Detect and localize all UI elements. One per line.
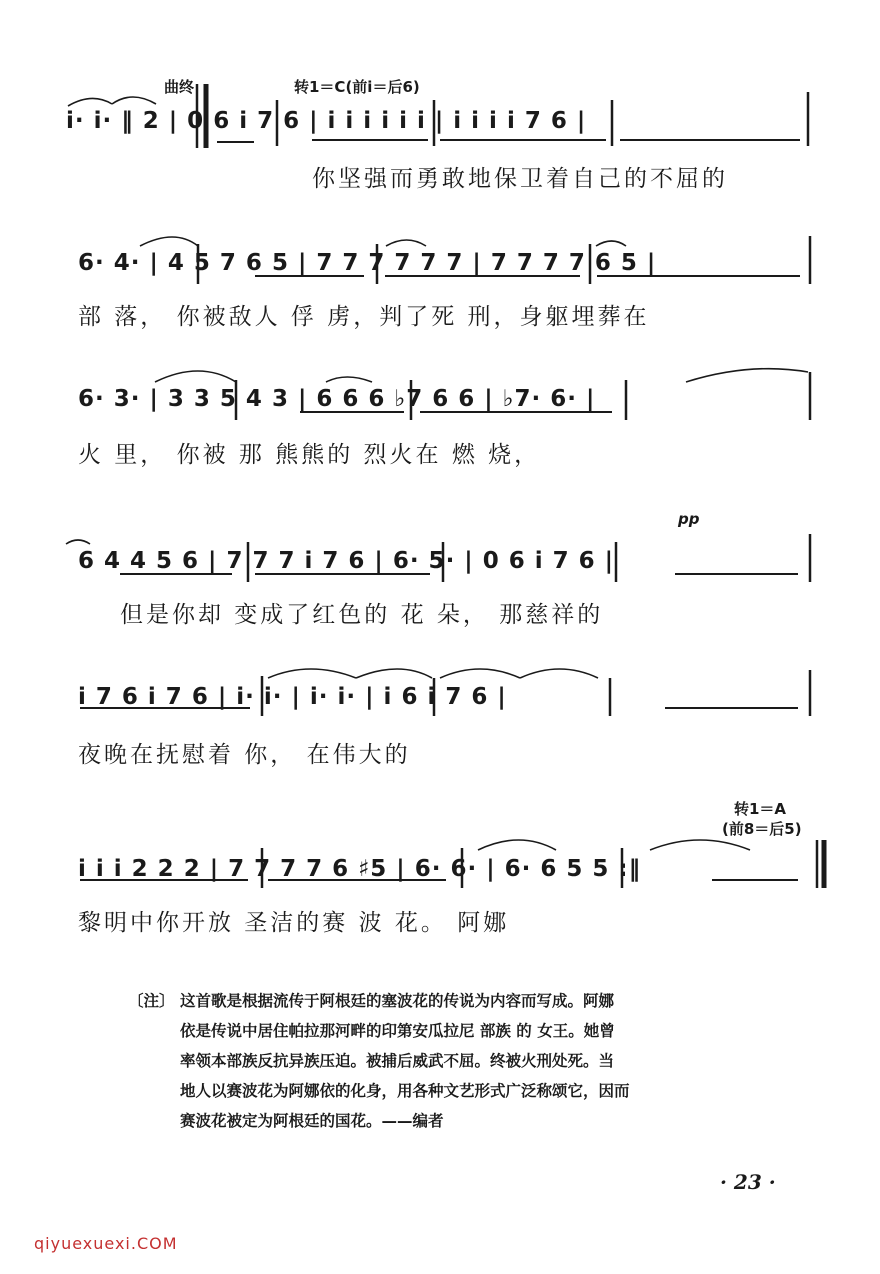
notation-row-6: i i i 2 2 2 | 7 7 7 7 6 ♯5 | 6· 6· | 6· 6 5 5 :‖ [78, 856, 642, 882]
lyrics-row-5: 夜晚在抚慰着 你， 在伟大的 [78, 742, 411, 768]
dynamic-mark: pp [678, 510, 700, 528]
coda-mark: 曲终 [164, 78, 195, 96]
note-line-4: 地人以赛波花为阿娜依的化身，用各种文艺形式广泛称颂它，因而 [180, 1082, 630, 1100]
key-change-mark-2: 转1＝A [734, 800, 787, 818]
lyrics-row-6: 黎明中你开放 圣洁的赛 波 花。 阿娜 [78, 910, 510, 936]
note-line-2: 依是传说中居住帕拉那河畔的印第安瓜拉尼 部族 的 女王。她曾 [180, 1022, 615, 1040]
notation-row-4: 6 4 4 5 6 | 7 7 7 i 7 6 | 6· 5· | 0 6 i 7 6 | [78, 548, 615, 574]
note-line-5: 赛波花被定为阿根廷的国花。——编者 [180, 1112, 444, 1130]
notation-row-2: 6· 4· | 4 5 7 6 5 | 7 7 7 7 7 7 | 7 7 7 7 6 5 | [78, 250, 657, 276]
note-line-3: 率领本部族反抗异族压迫。被捕后威武不屈。终被火刑处死。当 [180, 1052, 615, 1070]
lyrics-row-1: 你坚强而勇敢地保卫着自己的不屈的 [312, 166, 728, 192]
note-label: 〔注〕 [128, 992, 175, 1010]
key-change-ratio: (前8＝后5) [722, 820, 802, 838]
watermark: qiyuexuexi.COM [34, 1234, 178, 1253]
lyrics-row-3: 火 里， 你被 那 熊熊的 烈火在 燃 烧， [78, 442, 541, 468]
notation-row-5: i 7 6 i 7 6 | i· i· | i· i· | i 6 i 7 6 | [78, 684, 507, 710]
note-line-1: 这首歌是根据流传于阿根廷的塞波花的传说为内容而写成。阿娜 [180, 992, 615, 1010]
notation-row-1: i· i· ‖ 2 | 0 6 i 7 6 | i i i i i i | i i i i 7 6 | [66, 108, 587, 134]
page-number: · 23 · [720, 1170, 776, 1194]
notation-row-3: 6· 3· | 3 3 5 4 3 | 6 6 6 ♭7 6 6 | ♭7· 6· | [78, 386, 596, 412]
key-change-mark: 转1＝C(前i＝后6) [294, 78, 420, 96]
lyrics-row-4: 但是你却 变成了红色的 花 朵， 那慈祥的 [120, 602, 604, 628]
lyrics-row-2: 部 落， 你被敌人 俘 虏，判了死 刑，身躯埋葬在 [78, 304, 650, 330]
